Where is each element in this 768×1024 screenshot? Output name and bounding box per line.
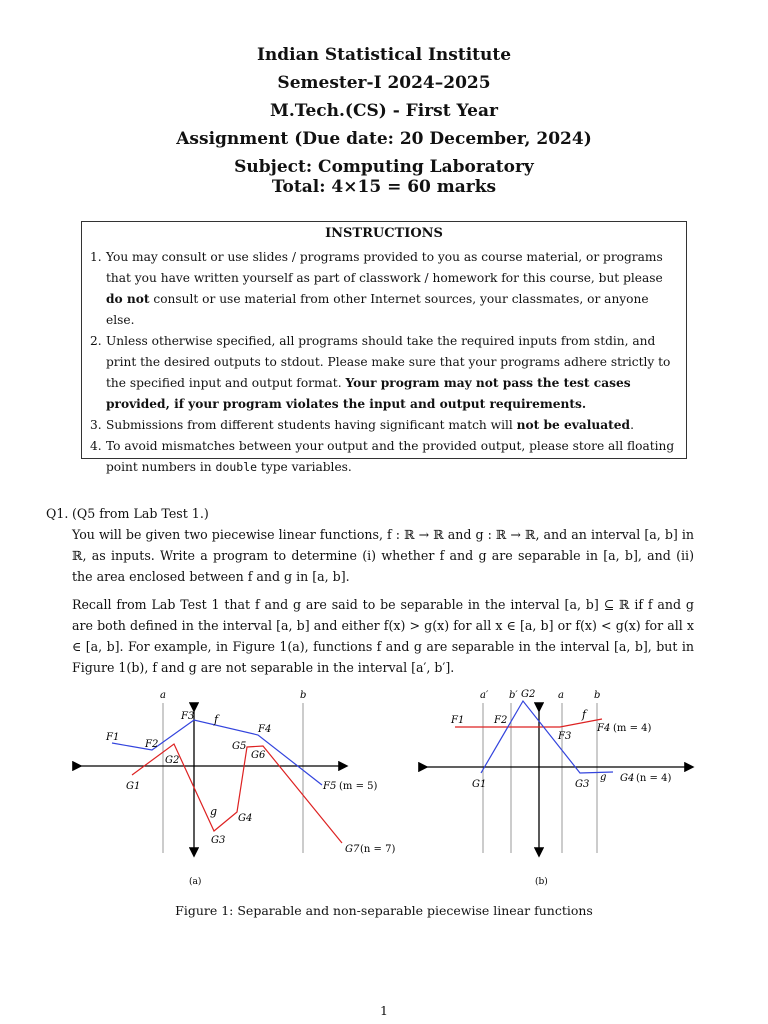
program-line: M.Tech.(CS) - First Year (270, 101, 498, 121)
point-label: F5 (323, 781, 337, 792)
point-label: G3 (211, 835, 226, 846)
point-label: G3 (575, 779, 590, 790)
vline-label: b (300, 690, 307, 701)
total-line: Total: 4×15 = 60 marks (271, 177, 497, 197)
instruction-text: To avoid mismatches between your output and the provided output, please store all floating point numbers in (106, 439, 675, 474)
instruction-text: . (630, 418, 634, 432)
point-label: F2 (494, 715, 508, 726)
point-label: G6 (251, 750, 266, 761)
page-number: 1 (380, 1003, 388, 1018)
g-label: g (600, 772, 607, 783)
instruction-text: Submissions from different students having significant match will (106, 418, 517, 432)
question-paragraph-2: Recall from Lab Test 1 that f and g are said to be separable in the interval [a, b] ⊆ ℝ if f and g are both defined in the interval [a, b] and either f(x) > g(x) for all x ∈ [a, b] or f(x) < g(x) for all x ∈ [a, b]. For example, in Figure 1(a), functions f and g are separable in the interval [a, b], but in Figure 1(b), f and g are not separable in the interval [a′, b′]. (72, 597, 694, 675)
point-label: F4 (597, 723, 611, 734)
figure-sublabel-a: (a) (189, 877, 202, 887)
instruction-number: 2. (90, 334, 102, 348)
vline-label: b′ (509, 690, 518, 701)
instruction-number: 3. (90, 418, 102, 432)
semester-line: Semester-I 2024–2025 (277, 73, 491, 93)
point-label: F3 (181, 711, 195, 722)
vline-label: b (594, 690, 601, 701)
instructions-title: INSTRUCTIONS (325, 226, 443, 241)
vline-label: a (558, 690, 564, 701)
m-label: (m = 5) (339, 781, 378, 792)
instruction-text: Unless otherwise specified, all programs should take the required inputs from stdin, and print the desired outputs to stdout. Please make sure that your programs adhere strictly to the specified input and output format. (106, 334, 671, 390)
f-label: f (582, 708, 587, 721)
point-label: G4 (238, 813, 253, 824)
n-label: (n = 7) (360, 844, 396, 855)
f-curve (455, 719, 602, 727)
instruction-text: You may consult or use slides / programs provided to you as course material, or programs that you have written yourself as part of classwork / homework for this course, but please (106, 250, 663, 285)
question-paragraph-1: You will be given two piecewise linear functions, f : ℝ → ℝ and g : ℝ → ℝ, and an interval [a, b] in ℝ, as inputs. Write a program to determine (i) whether f and g are separable in [a, b], and (ii) the area enclosed between f and g in [a, b]. (72, 527, 694, 584)
point-label: G1 (472, 779, 487, 790)
vline-label: a′ (480, 690, 489, 701)
question-source: (Q5 from Lab Test 1.) (72, 506, 209, 521)
institute-title: Indian Statistical Institute (256, 45, 512, 65)
instruction-number: 1. (90, 250, 102, 264)
assignment-line: Assignment (Due date: 20 December, 2024) (176, 129, 592, 149)
figure-sublabel-b: (b) (535, 877, 548, 887)
point-label: F4 (258, 724, 272, 735)
point-label: F3 (558, 731, 572, 742)
g-curve (481, 701, 613, 773)
g-label: g (210, 805, 218, 818)
point-label: G4 (620, 773, 635, 784)
figure-caption: Figure 1: Separable and non-separable piecewise linear functions (175, 903, 593, 918)
m-label: (m = 4) (613, 723, 652, 734)
question-label: Q1. (46, 506, 69, 521)
point-label: G5 (232, 741, 247, 752)
instruction-number: 4. (90, 439, 102, 453)
point-label: G1 (126, 781, 141, 792)
figure-panel-b (426, 689, 692, 887)
point-label: F1 (106, 732, 120, 743)
instruction-text: consult or use material from other Internet sources, your classmates, or anyone else. (106, 292, 649, 327)
instruction-bold: not be evaluated (516, 418, 631, 432)
point-label: G2 (521, 689, 536, 700)
instruction-bold: Your program may not pass the test cases provided, if your program violates the input and output requirements. (106, 376, 631, 411)
figure-panel-a (80, 690, 395, 887)
f-label: f (214, 713, 219, 726)
point-label: G7 (345, 844, 360, 855)
instruction-code: double (215, 460, 258, 474)
vline-label: a (160, 690, 166, 701)
point-label: F1 (451, 715, 465, 726)
instruction-bold: do not (106, 292, 150, 306)
f-curve (112, 720, 322, 785)
subject-line: Subject: Computing Laboratory (234, 157, 534, 177)
point-label: G2 (165, 755, 180, 766)
instruction-text: type variables. (257, 460, 352, 474)
n-label: (n = 4) (636, 773, 672, 784)
point-label: F2 (145, 739, 159, 750)
